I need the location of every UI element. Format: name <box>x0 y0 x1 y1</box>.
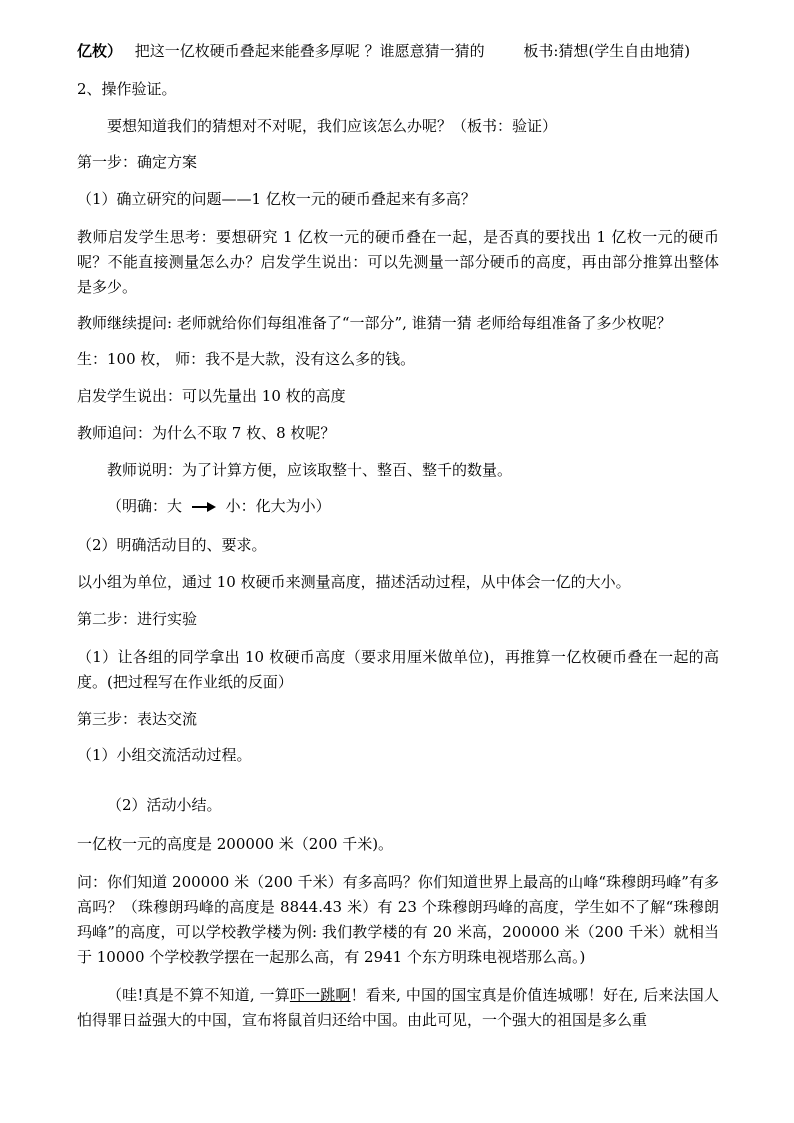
header-board-note: 板书:猜想(学生自由地猜) <box>523 42 691 60</box>
paragraph-teacher-ask: 教师继续提问: 老师就给你们每组准备了“一部分”, 谁猜一猜 老师给每组准备了多少枚呢？ <box>77 314 672 332</box>
exclamation-part-a: （哇!真是不算不知道, 一算 <box>107 986 290 1004</box>
right-arrow-icon <box>191 501 217 513</box>
paragraph-student-answer: 生：100 枚， 师：我不是大款，没有这么多的钱。 <box>77 350 416 368</box>
paragraph-teacher-followup: 教师追问：为什么不取 7 枚、8 枚呢？ <box>77 424 336 442</box>
section-heading-verify: 2、操作验证。 <box>77 80 177 98</box>
paragraph-inspire-10: 启发学生说出：可以先量出 10 枚的高度 <box>77 387 346 405</box>
paragraph-teacher-explain: 教师说明：为了计算方便，应该取整十、整百、整千的数量。 <box>107 461 513 479</box>
step3-heading: 第三步：表达交流 <box>77 710 198 728</box>
step1-heading: 第一步：确定方案 <box>77 153 198 171</box>
header-bold-prefix: 亿枚） <box>77 42 123 60</box>
step2-item1: （1）让各组的同学拿出 10 枚硬币高度（要求用厘米做单位)，再推算一亿枚硬币叠在一起的高度。(把过程写在作业纸的反面） <box>77 648 719 691</box>
paragraph-verify-question: 要想知道我们的猜想对不对呢，我们应该怎么办呢？（板书：验证） <box>107 117 558 135</box>
clarify-right-text: 小：化大为小） <box>225 497 331 515</box>
step2-heading: 第二步：进行实验 <box>77 610 198 628</box>
paragraph-height-result: 一亿枚一元的高度是 200000 米（200 千米)。 <box>77 835 394 853</box>
step3-item2: （2）活动小结。 <box>107 796 222 814</box>
paragraph-exclamation <box>77 983 719 1033</box>
step1-item2: （2）明确活动目的、要求。 <box>77 536 267 554</box>
paragraph-teacher-inspire: 教师启发学生思考：要想研究 1 亿枚一元的硬币叠在一起，是否真的要找出 1 亿枚一元的硬币呢？不能直接测量怎么办？启发学生说出：可以先测量一部分硬币的高度，再由部分推算出整体是多少。 <box>77 228 719 296</box>
step3-item1: （1）小组交流活动过程。 <box>77 746 252 764</box>
paragraph-group-activity: 以小组为单位，通过 10 枚硬币来测量高度，描述活动过程，从中体会一亿的大小。 <box>77 573 631 591</box>
exclamation-part-b: ！看来, 中国的国宝真是价值连城哪！好在, 后来法国人怕得罪日益强大的中国，宣布将鼠首归还给中国。由此可见，一个强大的祖国是多么重 <box>77 986 719 1029</box>
exclamation-underlined: 吓一跳啊 <box>289 986 351 1004</box>
step1-item1: （1）确立研究的问题——1 亿枚一元的硬币叠起来有多高？ <box>77 190 476 208</box>
paragraph-clarify <box>107 497 331 515</box>
clarify-left-text: （明确：大 <box>107 497 183 515</box>
header-line <box>77 42 690 60</box>
header-question: 把这一亿枚硬币叠起来能叠多厚呢 ？谁愿意猜一猜的 <box>134 42 485 60</box>
paragraph-comparison-question: 问：你们知道 200000 米（200 千米）有多高吗？你们知道世界上最高的山峰“珠穆朗玛峰”有多高吗？（珠穆朗玛峰的高度是 8844.43 米）有 23 个珠穆朗玛峰的高度，学生如不了解“珠穆朗玛峰”的高度，可以学校教学楼为例: 我们教学楼的有 20 米高，200000 米（200 千米）就相当于 10000 个学校教学摆在一起那么高，有 2941 个东方明珠电视塔那么高。) <box>77 873 719 966</box>
